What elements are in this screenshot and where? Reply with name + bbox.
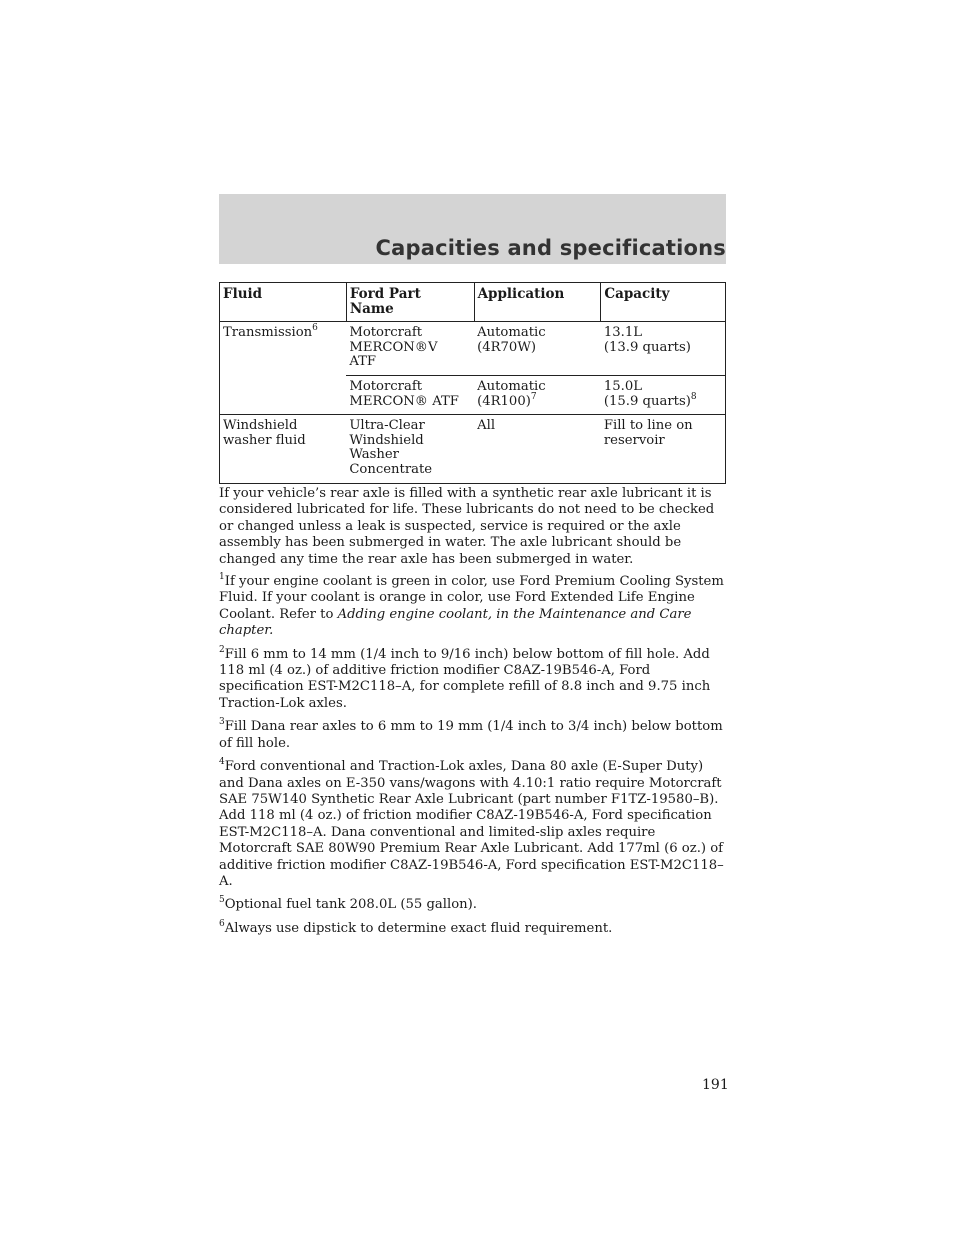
cell-part: Ultra-Clear Windshield Washer Concentrate: [346, 415, 474, 483]
footnote: $^6$Always use dipstick to determine exact fluid requirement.: [219, 918, 613, 936]
section-header-band: [219, 194, 726, 264]
cell-part: Motorcraft MERCON® ATF: [346, 375, 474, 414]
table-header-row: [220, 283, 726, 322]
header-ford-part-name: Ford Part Name: [346, 283, 474, 322]
header-capacity: Capacity: [601, 283, 726, 322]
cell-fluid: Windshield washer fluid: [220, 415, 347, 483]
cell-fluid: Transmission$^6$: [220, 322, 347, 415]
header-fluid: Fluid: [220, 283, 347, 322]
header-application: Application: [474, 283, 601, 322]
cell-application: All: [474, 415, 601, 483]
cell-part: Motorcraft MERCON®V ATF: [346, 322, 474, 376]
footnote: $^3$Fill Dana rear axles to 6 mm to 19 mm (1/4 inch to 3/4 inch) below bottom of fill hole.: [219, 717, 723, 751]
capacities-table: [219, 282, 726, 484]
cell-capacity: 13.1L (13.9 quarts): [601, 322, 726, 376]
cell-application: Automatic (4R70W): [474, 322, 601, 376]
footnote: $^2$Fill 6 mm to 14 mm (1/4 inch to 9/16 inch) below bottom of fill hole. Add 118 ml (4 oz.) of additive friction modifier C8AZ-19B546-A, Ford specification EST-M2C118–A, for complete refill of 8.8 inch and 9.75 inch Traction-Lok axles.: [219, 644, 711, 711]
cell-application: Automatic $(4R100)^7$: [474, 375, 601, 414]
cell-capacity: 15.0L (15.9 quarts)$^8$: [601, 375, 726, 414]
footnote: $^4$Ford conventional and Traction-Lok axles, Dana 80 axle (E-Super Duty) and Dana axles on E-350 vans/wagons with 4.10:1 ratio require Motorcraft SAE 75W140 Synthetic Rear Axle Lubricant (part number F1TZ-19580–B). Add 118 ml (4 oz.) of friction modifier C8AZ-19B546-A, Ford specification EST-M2C118–A. Dana conventional and limited-slip axles require Motorcraft SAE 80W90 Premium Rear Axle Lubricant. Add 177ml (6 oz.) of additive friction modifier C8AZ-19B546-A, Ford specification EST-M2C118–A.: [219, 757, 724, 889]
body-text: [219, 486, 729, 944]
table-row: [220, 322, 726, 376]
intro-paragraph: If your vehicle’s rear axle is filled with a synthetic rear axle lubricant it is considered lubricated for life. These lubricants do not need to be checked or changed unless a leak is suspected, service is required or the axle assembly has been submerged in water. The axle lubricant should be changed any time the rear axle has been submerged in water.: [219, 486, 715, 567]
cell-capacity: Fill to line on reservoir: [601, 415, 726, 483]
footnote: $^5$Optional fuel tank 208.0L (55 gallon).: [219, 895, 477, 913]
table-row: [220, 415, 726, 483]
page-number: 191: [702, 1077, 729, 1093]
section-title: Capacities and specifications: [375, 236, 726, 260]
footnote: $^1$If your engine coolant is green in color, use Ford Premium Cooling System Fluid. If your coolant is orange in color, use Ford Extended Life Engine Coolant. Refer to Adding engine coolant, in the Maintenance and Care chapter.: [219, 572, 724, 639]
